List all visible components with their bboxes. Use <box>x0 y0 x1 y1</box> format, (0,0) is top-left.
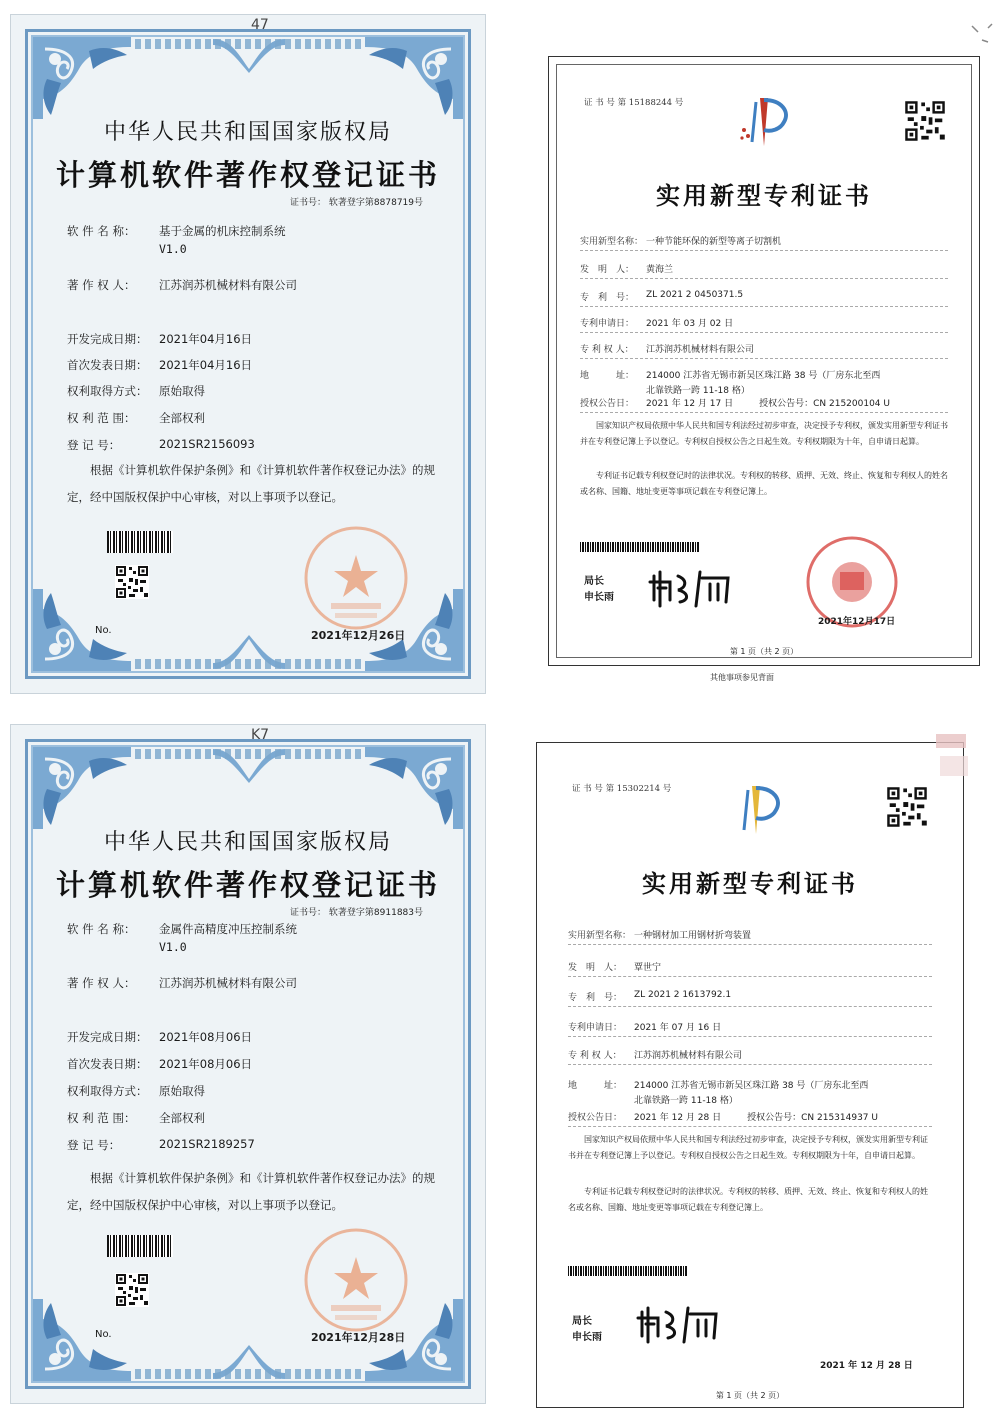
serial-no-label: No. <box>95 625 112 636</box>
field-grant-date: 授权公告日： 2021 年 12 月 28 日 授权公告号：CN 215314937 U <box>568 1113 878 1123</box>
greek-key-border <box>135 659 361 669</box>
field-software-name: 软 件 名 称： 金属件高精度冲压控制系统 V1.0 <box>67 922 297 954</box>
divider <box>580 332 948 333</box>
certificate-number: 证 书 号 第 15302214 号 <box>572 784 672 794</box>
greek-key-border <box>135 39 361 49</box>
field-acquisition-method: 权利取得方式： 原始取得 <box>67 1084 205 1098</box>
field-acquisition-method: 权利取得方式： 原始取得 <box>67 384 205 398</box>
official-seal-icon <box>301 1225 411 1335</box>
official-seal-icon <box>301 523 411 633</box>
field-utility-model-name: 实用新型名称： 一种钢材加工用钢材折弯装置 <box>568 931 752 941</box>
grant-statement: 国家知识产权局依照中华人民共和国专利法经过初步审查，决定授予专利权，颁发实用新型专利证书并在专利登记簿上予以登记。专利权自授权公告之日起生效。专利权期限为十年，自申请日起算。 <box>580 421 948 446</box>
certificate-number: 证 书 号 第 15188244 号 <box>584 98 684 108</box>
field-registration-number: 登 记 号： 2021SR2156093 <box>67 437 255 452</box>
issuing-office: 中华人民共和国国家版权局 <box>103 120 392 145</box>
qr-code-icon <box>115 565 149 599</box>
field-application-date: 专利申请日： 2021 年 03 月 02 日 <box>580 319 734 329</box>
issue-date: 2021 年 12 月 28 日 <box>820 1361 913 1371</box>
issue-date: 2021年12月28日 <box>311 1331 406 1344</box>
field-copyright-owner: 著 作 权 人： 江苏润苏机械材料有限公司 <box>67 976 297 990</box>
divider <box>568 1006 932 1007</box>
scan-mark-icon <box>934 726 974 786</box>
patent-certificate-1 <box>548 56 980 666</box>
field-first-publish-date: 首次发表日期： 2021年04月16日 <box>67 358 253 372</box>
divider <box>580 412 948 413</box>
barcode-icon <box>580 542 700 552</box>
grant-statement: 国家知识产权局依照中华人民共和国专利法经过初步审查，决定授予专利权，颁发实用新型专利证书并在专利登记簿上予以登记。专利权自授权公告之日起生效。专利权期限为十年，自申请日起算。 <box>568 1135 928 1160</box>
greek-key-border <box>135 1369 361 1379</box>
divider <box>568 976 932 977</box>
certificate-title: 计算机软件著作权登记证书 <box>55 868 440 902</box>
corner-ornament-icon <box>31 745 135 831</box>
divider <box>568 1036 932 1037</box>
divider <box>568 1064 932 1065</box>
certificate-inner-border <box>556 64 972 658</box>
barcode-icon <box>107 531 173 553</box>
qr-code-icon <box>115 1273 149 1307</box>
field-inventor: 发 明 人： 覃世宁 <box>568 963 662 973</box>
barcode-icon <box>107 1235 173 1257</box>
certificate-title: 计算机软件著作权登记证书 <box>55 158 440 192</box>
divider <box>580 250 948 251</box>
certificate-title: 实用新型专利证书 <box>642 869 858 898</box>
corner-ornament-icon <box>361 35 465 121</box>
field-address: 地 址： 214000 江苏省无锡市新吴区珠江路 38 号（厂房东北至西 北靠铁路一跨 11-18 格） <box>568 1081 869 1106</box>
issuing-office: 中华人民共和国国家版权局 <box>103 830 392 855</box>
qr-code-icon <box>904 100 946 142</box>
field-patentee: 专 利 权 人： 江苏润苏机械材料有限公司 <box>568 1051 743 1061</box>
certificate-number: 证书号： 软著登字第8878719号 <box>290 198 423 208</box>
director-block: 局长 申长雨 <box>584 576 614 603</box>
barcode-icon <box>568 1266 688 1276</box>
certificate-number: 证书号： 软著登字第8911883号 <box>290 908 423 918</box>
field-dev-complete-date: 开发完成日期： 2021年08月06日 <box>67 1030 253 1044</box>
divider <box>580 306 948 307</box>
divider <box>568 1126 932 1127</box>
page-indicator: 第 1 页（共 2 页） <box>729 647 799 656</box>
issue-date: 2021年12月26日 <box>311 629 406 642</box>
registration-statement: 根据《计算机软件保护条例》和《计算机软件著作权登记办法》的规定，经中国版权保护中心审核，对以上事项予以登记。 <box>67 463 435 504</box>
certificate-border <box>536 742 964 1408</box>
field-application-date: 专利申请日： 2021 年 07 月 16 日 <box>568 1023 722 1033</box>
handwritten-note: 47 <box>251 17 269 33</box>
field-grant-date: 授权公告日： 2021 年 12 月 17 日 授权公告号：CN 215200104 U <box>580 399 890 409</box>
divider <box>580 358 948 359</box>
copyright-certificate-1 <box>10 14 486 694</box>
field-patentee: 专 利 权 人： 江苏润苏机械材料有限公司 <box>580 345 755 355</box>
corner-ornament-icon <box>31 35 135 121</box>
field-patent-number: 专 利 号： ZL 2021 2 1613792.1 <box>568 990 732 1003</box>
page-indicator: 第 1 页（共 2 页） <box>715 1391 785 1400</box>
corner-ornament-icon <box>31 587 135 673</box>
field-copyright-owner: 著 作 权 人： 江苏润苏机械材料有限公司 <box>67 278 297 292</box>
field-patent-number: 专 利 号： ZL 2021 2 0450371.5 <box>580 290 744 303</box>
certificate-title: 实用新型专利证书 <box>656 181 872 210</box>
field-dev-complete-date: 开发完成日期： 2021年04月16日 <box>67 332 253 346</box>
corner-ornament-icon <box>361 745 465 831</box>
field-rights-scope: 权 利 范 围： 全部权利 <box>67 411 205 425</box>
legal-status-statement: 专利证书记载专利权登记时的法律状况。专利权的转移、质押、无效、终止、恢复和专利权人的姓名或名称、国籍、地址变更等事项记载在专利登记簿上。 <box>568 1187 928 1212</box>
signature-icon <box>648 566 758 612</box>
field-registration-number: 登 记 号： 2021SR2189257 <box>67 1137 255 1152</box>
serial-no-label: No. <box>95 1329 112 1340</box>
qr-code-icon <box>886 786 928 828</box>
patent-office-logo-icon <box>734 92 794 152</box>
field-rights-scope: 权 利 范 围： 全部权利 <box>67 1111 205 1125</box>
handwritten-note: K7 <box>251 727 270 743</box>
legal-status-statement: 专利证书记载专利权登记时的法律状况。专利权的转移、质押、无效、终止、恢复和专利权人的姓名或名称、国籍、地址变更等事项记载在专利登记簿上。 <box>580 471 948 496</box>
field-utility-model-name: 实用新型名称： 一种节能环保的新型等离子切割机 <box>580 237 782 247</box>
reverse-side-note: 其他事项参见背面 <box>710 673 774 682</box>
greek-key-border <box>135 749 361 759</box>
divider <box>580 278 948 279</box>
copyright-certificate-2 <box>10 724 486 1404</box>
scan-mark-icon <box>968 22 998 46</box>
field-inventor: 发 明 人： 黄海兰 <box>580 265 674 275</box>
divider <box>568 944 932 945</box>
patent-office-logo-icon <box>726 780 786 840</box>
director-block: 局长 申长雨 <box>572 1316 602 1343</box>
issue-date: 2021年12月17日 <box>818 617 896 627</box>
field-first-publish-date: 首次发表日期： 2021年08月06日 <box>67 1057 253 1071</box>
patent-certificate-2 <box>536 742 964 1408</box>
field-software-name: 软 件 名 称： 基于金属的机床控制系统 V1.0 <box>67 224 286 256</box>
field-address: 地 址： 214000 江苏省无锡市新吴区珠江路 38 号（厂房东北至西 北靠铁路一跨 11-18 格） <box>580 371 881 396</box>
registration-statement: 根据《计算机软件保护条例》和《计算机软件著作权登记办法》的规定，经中国版权保护中心审核，对以上事项予以登记。 <box>67 1171 435 1212</box>
corner-ornament-icon <box>31 1297 135 1383</box>
signature-icon <box>636 1302 746 1348</box>
